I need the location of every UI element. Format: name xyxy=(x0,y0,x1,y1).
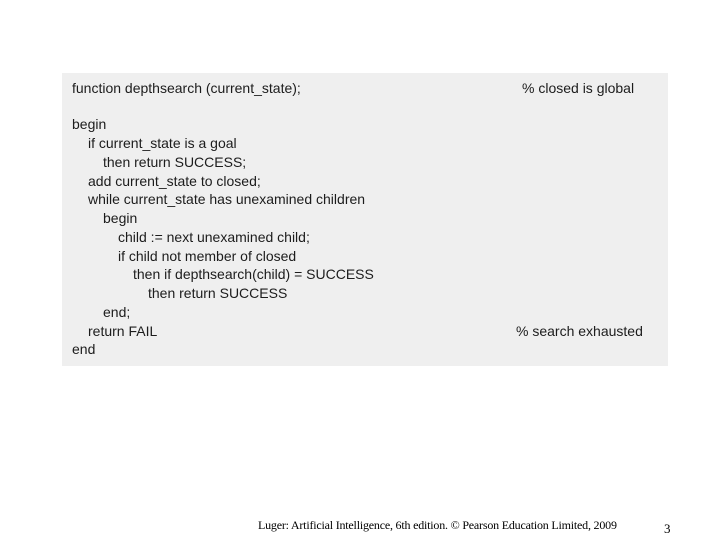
comment-search-exhausted: % search exhausted xyxy=(516,323,643,339)
pseudocode-block xyxy=(62,73,668,366)
code-line-if-goal: if current_state is a goal xyxy=(88,135,237,151)
code-line-function-header: function depthsearch (current_state); xyxy=(72,80,301,96)
code-line-add-closed: add current_state to closed; xyxy=(88,173,261,189)
code-line-inner-end: end; xyxy=(103,304,131,320)
code-line-if-not-closed: if child not member of closed xyxy=(118,248,297,264)
page-number: 3 xyxy=(664,521,671,536)
code-line-return-success-inner: then return SUCCESS xyxy=(148,285,288,301)
code-line-recursive-call: then if depthsearch(child) = SUCCESS xyxy=(133,266,374,282)
code-line-return-success: then return SUCCESS; xyxy=(103,154,247,170)
footer-citation: Luger: Artificial Intelligence, 6th edition. © Pearson Education Limited, 2009 xyxy=(258,518,617,532)
code-line-return-fail: return FAIL xyxy=(88,323,158,339)
comment-closed-global: % closed is global xyxy=(522,80,635,96)
code-line-end: end xyxy=(72,341,96,357)
code-line-inner-begin: begin xyxy=(103,210,138,226)
code-line-begin: begin xyxy=(72,116,107,132)
code-line-while: while current_state has unexamined children xyxy=(88,191,366,207)
code-line-next-child: child := next unexamined child; xyxy=(118,229,310,245)
